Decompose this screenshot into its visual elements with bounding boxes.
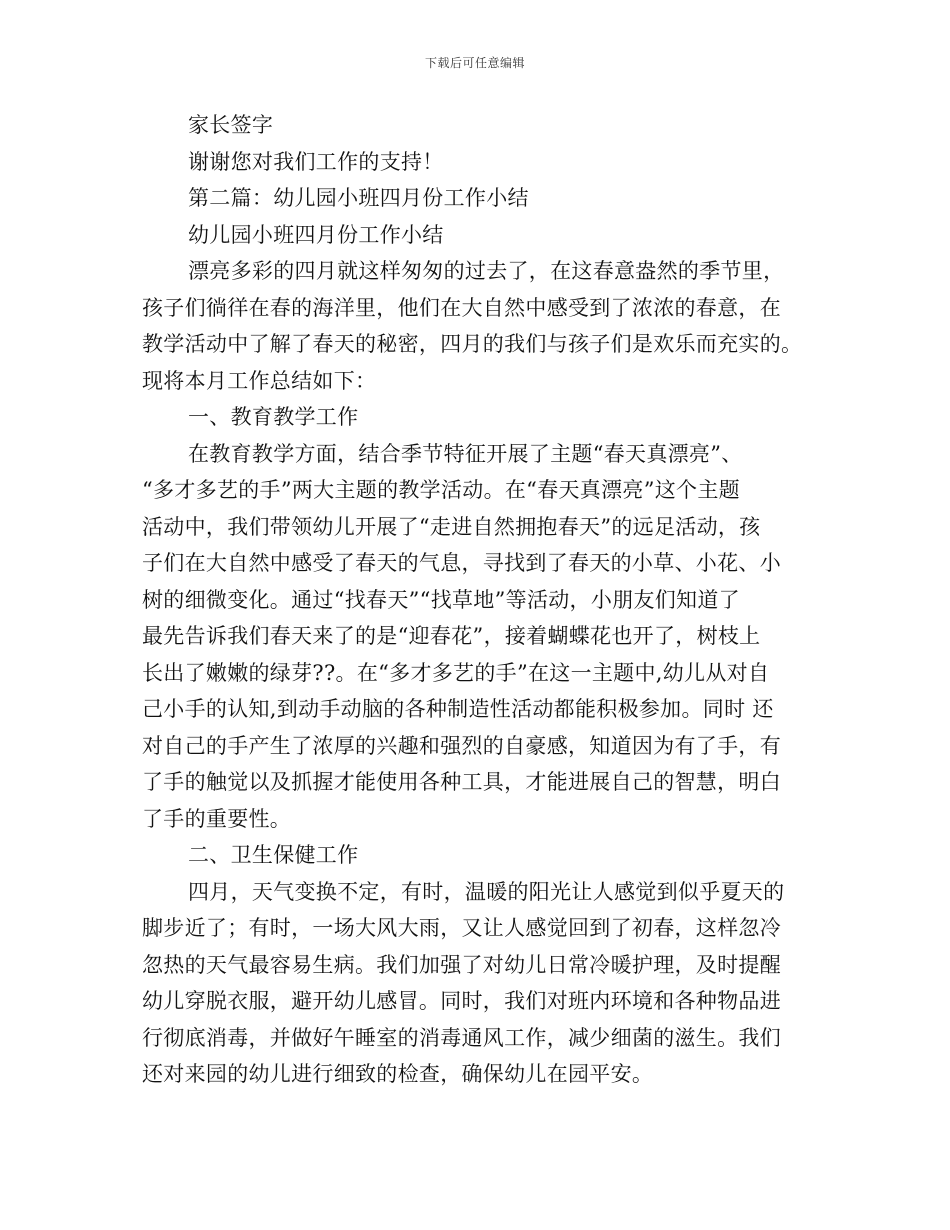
text-line: 己小手的认知,到动手动脑的各种制造性活动都能积极参加。同时 还: [142, 697, 774, 721]
text-line: 二、卫生保健工作: [188, 843, 359, 867]
text-line: 子们在大自然中感受了春天的气息，寻找到了春天的小草、小花、小: [142, 551, 781, 575]
text-line: 了手的触觉以及抓握才能使用各种工具，才能进展自己的智慧，明白: [142, 770, 781, 794]
text-line: 现将本月工作总结如下：: [142, 368, 377, 393]
text-line: 长出了嫩嫩的绿芽??。在“多才多艺的手”在这一主题中,幼儿从对自: [142, 660, 770, 685]
text-line: 幼儿穿脱衣服，避开幼儿感冒。同时，我们对班内环境和各种物品进: [142, 989, 781, 1013]
text-line: 在教育教学方面，结合季节特征开展了主题“春天真漂亮”、: [188, 441, 743, 466]
text-line: 教学活动中了解了春天的秘密，四月的我们与孩子们是欢乐而充实的。: [142, 332, 803, 356]
text-line: 行彻底消毒，并做好午睡室的消毒通风工作，减少细菌的滋生。我们: [142, 1025, 781, 1050]
text-line: 第二篇：幼儿园小班四月份工作小结: [188, 186, 529, 210]
text-line: 最先告诉我们春天来了的是“迎春花”，接着蝴蝶花也开了，树枝上: [142, 624, 761, 648]
text-line: “多才多艺的手”两大主题的教学活动。在“春天真漂亮”这个主题: [142, 478, 740, 502]
document-body: [142, 107, 808, 1093]
text-line: 幼儿园小班四月份工作小结: [188, 222, 444, 247]
text-line: 谢谢您对我们工作的支持！: [188, 149, 444, 174]
text-line: 树的细微变化。通过“找春天”“找草地”等活动，小朋友们知道了: [142, 587, 740, 612]
text-line: 孩子们徜徉在春的海洋里，他们在大自然中感受到了浓浓的春意，在: [142, 295, 781, 320]
text-line: 活动中，我们带领幼儿开展了“走进自然拥抱春天”的远足活动，孩: [142, 514, 761, 539]
text-line: 一、教育教学工作: [188, 405, 359, 429]
text-line: 还对来园的幼儿进行细致的检查，确保幼儿在园平安。: [142, 1062, 654, 1086]
page-header: 下载后可任意编辑: [424, 56, 525, 70]
text-line: 了手的重要性。: [142, 806, 292, 831]
text-line: 忽热的天气最容易生病。我们加强了对幼儿日常冷暖护理，及时提醒: [142, 952, 781, 977]
text-line: 对自己的手产生了浓厚的兴趣和强烈的自豪感，知道因为有了手，有: [142, 733, 781, 758]
text-line: 四月，天气变换不定，有时，温暖的阳光让人感觉到似乎夏天的: [188, 879, 785, 904]
text-line: 脚步近了；有时，一场大风大雨，又让人感觉回到了初春，这样忽冷: [142, 916, 781, 940]
text-line: 漂亮多彩的四月就这样匆匆的过去了，在这春意盎然的季节里，: [188, 259, 785, 283]
text-line: 家长签字: [188, 113, 274, 137]
